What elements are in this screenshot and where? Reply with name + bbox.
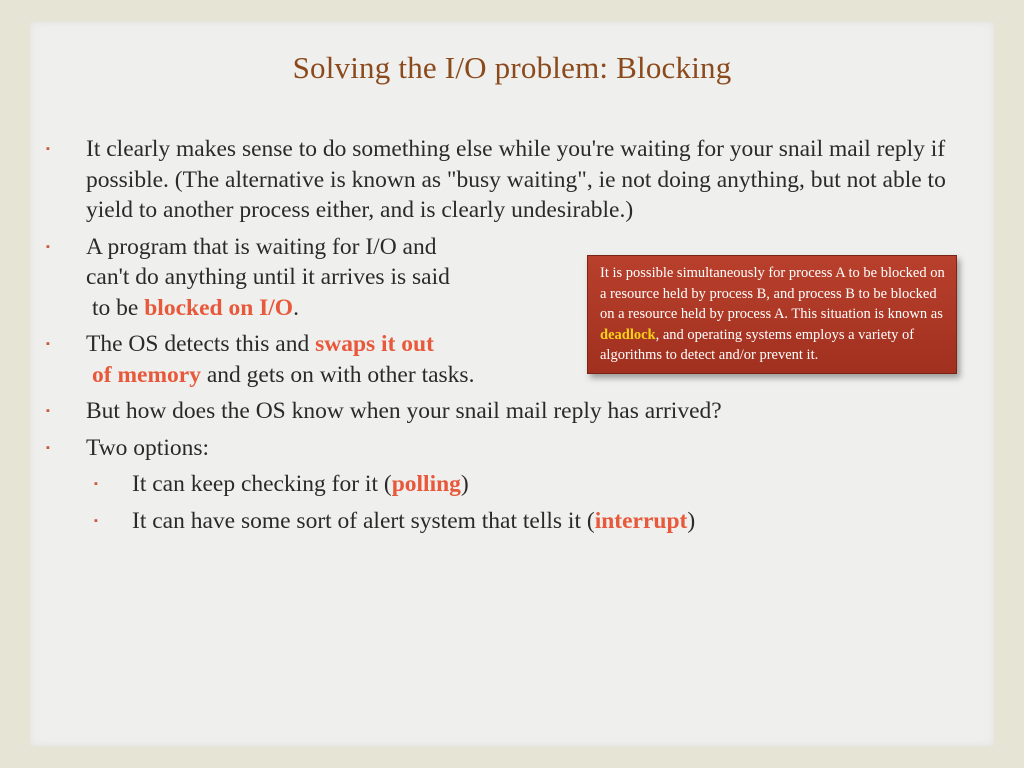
bullet-text: But how does the OS know when your snail mail reply has arrived? <box>86 398 722 424</box>
bullet-text-tail: . <box>293 294 299 321</box>
bullet-text: Two options: <box>86 434 210 461</box>
bullet-text: It clearly makes sense to do something else while you're waiting for your snail mail reply if possible. (The alternative is known as "busy waiting", ie not doing anything, but not able to yield to another process either, and is clearly undesirable.) <box>86 136 946 223</box>
highlight-blocked-on-io: blocked on I/O <box>144 294 294 321</box>
bullet-text-line: to be <box>92 294 145 321</box>
callout-keyword-deadlock: deadlock <box>600 326 656 343</box>
bullet-icon: ▪ <box>46 441 50 454</box>
bullet-text-tail: ) <box>687 507 696 534</box>
bullet-text <box>86 232 566 324</box>
highlight-of-memory: of memory <box>92 361 201 388</box>
bullet-text-line: The OS detects this and <box>86 331 316 357</box>
slide-title: Solving the I/O problem: Blocking <box>292 50 732 85</box>
deadlock-callout-box <box>587 255 957 374</box>
callout-text: It is possible simultaneously for process A to be blocked on a resource held by process B, and process B to be blocked on a resource held by process A. This situation is known as <box>600 265 945 322</box>
bullet-item <box>44 433 994 464</box>
bullet-text-tail: ) <box>460 471 469 497</box>
bullet-text: It can have some sort of alert system that tells it ( <box>132 507 595 534</box>
bullet-icon: ▪ <box>94 478 98 490</box>
bullet-text-tail: and gets on with other tasks. <box>200 361 475 388</box>
bullet-item <box>44 396 994 427</box>
bullet-icon: ▪ <box>46 240 50 253</box>
bullet-icon: ▪ <box>94 514 98 527</box>
sub-bullet-item <box>44 506 994 537</box>
bullet-item <box>44 134 994 226</box>
bullet-icon: ▪ <box>46 143 50 155</box>
bullet-icon: ▪ <box>46 405 50 417</box>
bullet-text-line: A program that is waiting for I/O and <box>86 233 437 260</box>
bullet-icon: ▪ <box>46 338 50 350</box>
highlight-swaps-it-out: swaps it out <box>315 331 434 357</box>
sub-bullet-item <box>44 469 994 500</box>
callout-text-tail: , and operating systems employs a variety of algorithms to detect and/or prevent it. <box>600 326 915 363</box>
highlight-polling: polling <box>391 471 461 497</box>
highlight-interrupt: interrupt <box>594 507 688 534</box>
bullet-text: It can keep checking for it ( <box>132 471 392 497</box>
bullet-text-line: can't do anything until it arrives is said <box>86 264 450 290</box>
